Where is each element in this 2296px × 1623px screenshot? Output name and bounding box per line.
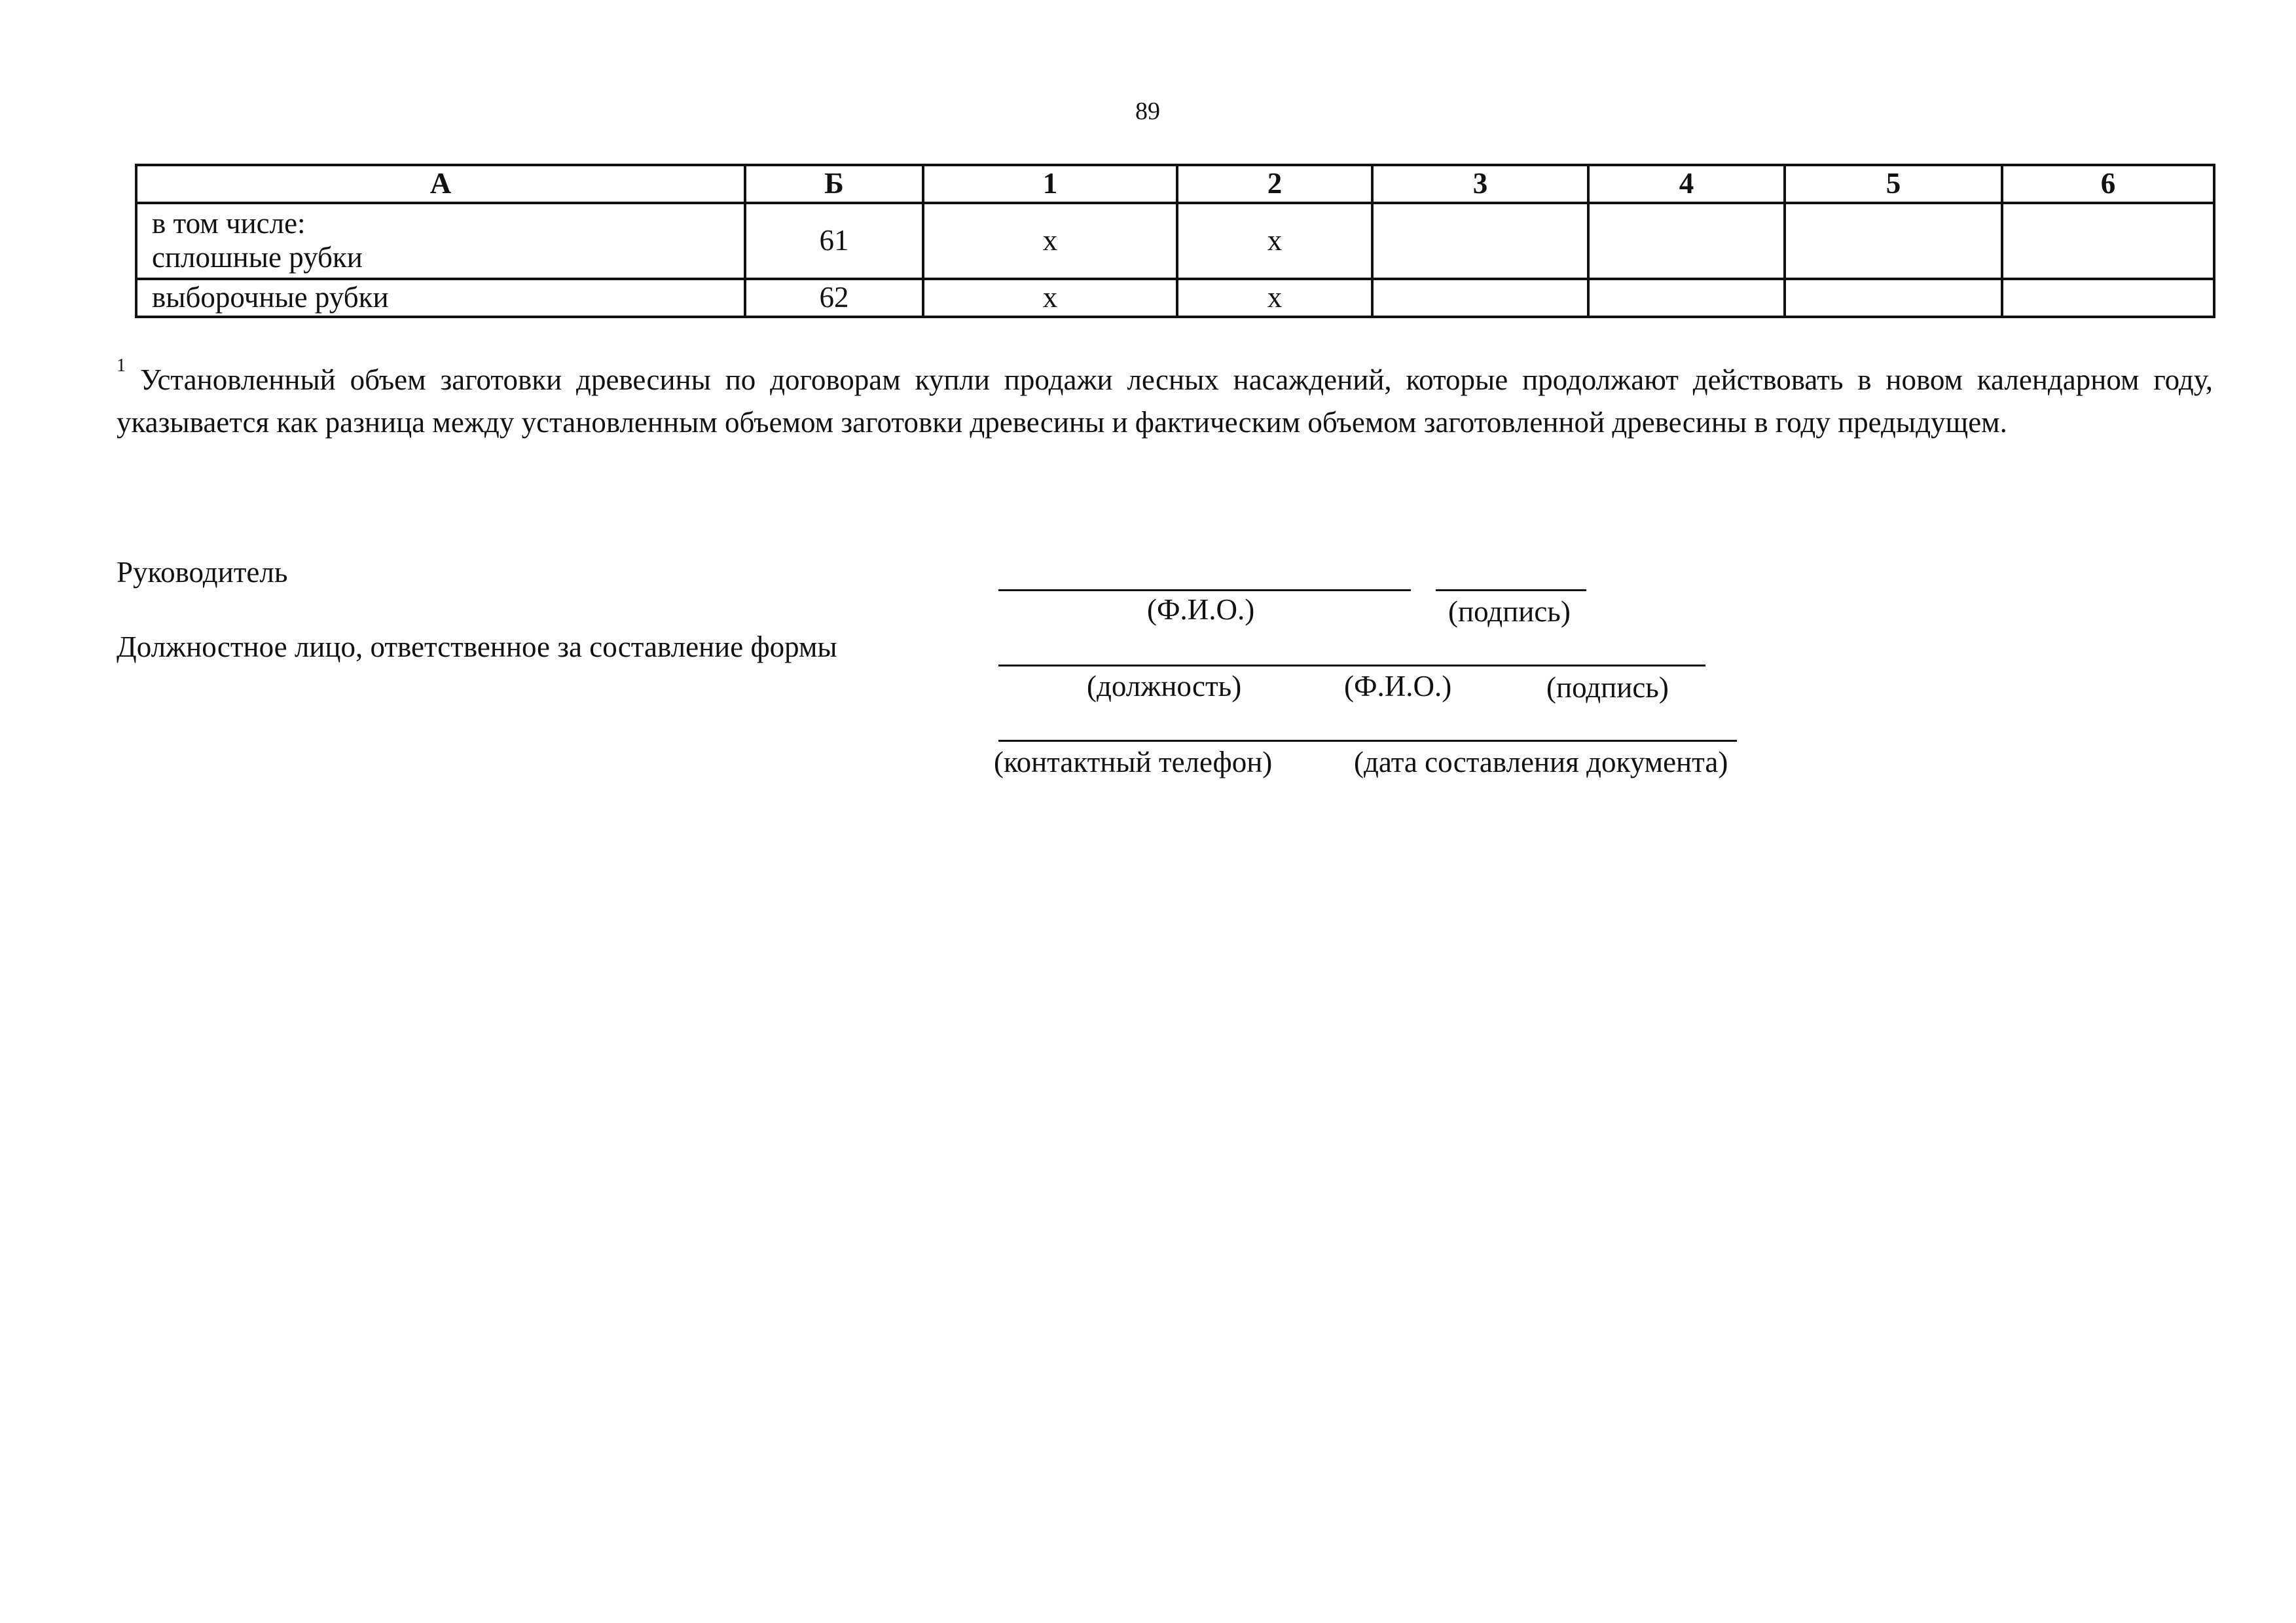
official-fio-caption: (Ф.И.О.): [1344, 670, 1452, 702]
head-sign-caption: (подпись): [1448, 595, 1571, 628]
header-cell-4: 4: [1588, 165, 1785, 203]
data-table: [135, 164, 2215, 318]
table-row: [136, 279, 2214, 317]
cell-col-4: [1588, 279, 1785, 317]
head-fio-caption: (Ф.И.О.): [1147, 593, 1255, 626]
header-cell-a: А: [136, 165, 745, 203]
table-row: [136, 203, 2214, 279]
page-number: 89: [1135, 98, 1160, 125]
header-cell-b: Б: [745, 165, 923, 203]
head-label: Руководитель: [117, 556, 288, 589]
header-cell-6: 6: [2002, 165, 2214, 203]
cell-col-6: [2002, 279, 2214, 317]
cell-col-5: [1785, 203, 2002, 279]
table-header-row: [136, 165, 2214, 203]
cell-col-3: [1372, 279, 1588, 317]
header-cell-1: 1: [923, 165, 1177, 203]
cell-col-1: х: [923, 203, 1177, 279]
head-fio-line: [998, 589, 1411, 591]
cell-col-2: х: [1177, 279, 1372, 317]
footnote-marker: 1: [117, 356, 126, 376]
official-sign-caption: (подпись): [1546, 671, 1669, 704]
official-label: Должностное лицо, ответственное за составление формы: [117, 630, 837, 663]
footnote-text: Установленный объем заготовки древесины по договорам купли продажи лесных насаждений, которые продолжают действовать в новом календарном году, указывается как разница между установленным объемом заготовки древесины и фактическим объемом заготовленной древесины в году предыдущем.: [117, 363, 2213, 439]
row-name-line: в том числе:: [152, 207, 306, 240]
cell-col-1: х: [923, 279, 1177, 317]
official-line: [998, 665, 1705, 666]
header-cell-2: 2: [1177, 165, 1372, 203]
cell-col-6: [2002, 203, 2214, 279]
cell-col-3: [1372, 203, 1588, 279]
footnote: [117, 356, 2213, 444]
row-name-line: сплошные рубки: [152, 241, 363, 274]
header-cell-3: 3: [1372, 165, 1588, 203]
phone-caption: (контактный телефон): [994, 746, 1273, 778]
cell-col-2: х: [1177, 203, 1372, 279]
head-sign-line: [1436, 589, 1586, 591]
date-caption: (дата составления документа): [1354, 746, 1728, 778]
official-position-caption: (должность): [1087, 670, 1242, 702]
row-code-cell: 62: [745, 279, 923, 317]
contact-line: [998, 740, 1737, 742]
row-name-cell: [136, 203, 745, 279]
cell-col-4: [1588, 203, 1785, 279]
cell-col-5: [1785, 279, 2002, 317]
row-name-cell: выборочные рубки: [136, 279, 745, 317]
header-cell-5: 5: [1785, 165, 2002, 203]
row-code-cell: 61: [745, 203, 923, 279]
